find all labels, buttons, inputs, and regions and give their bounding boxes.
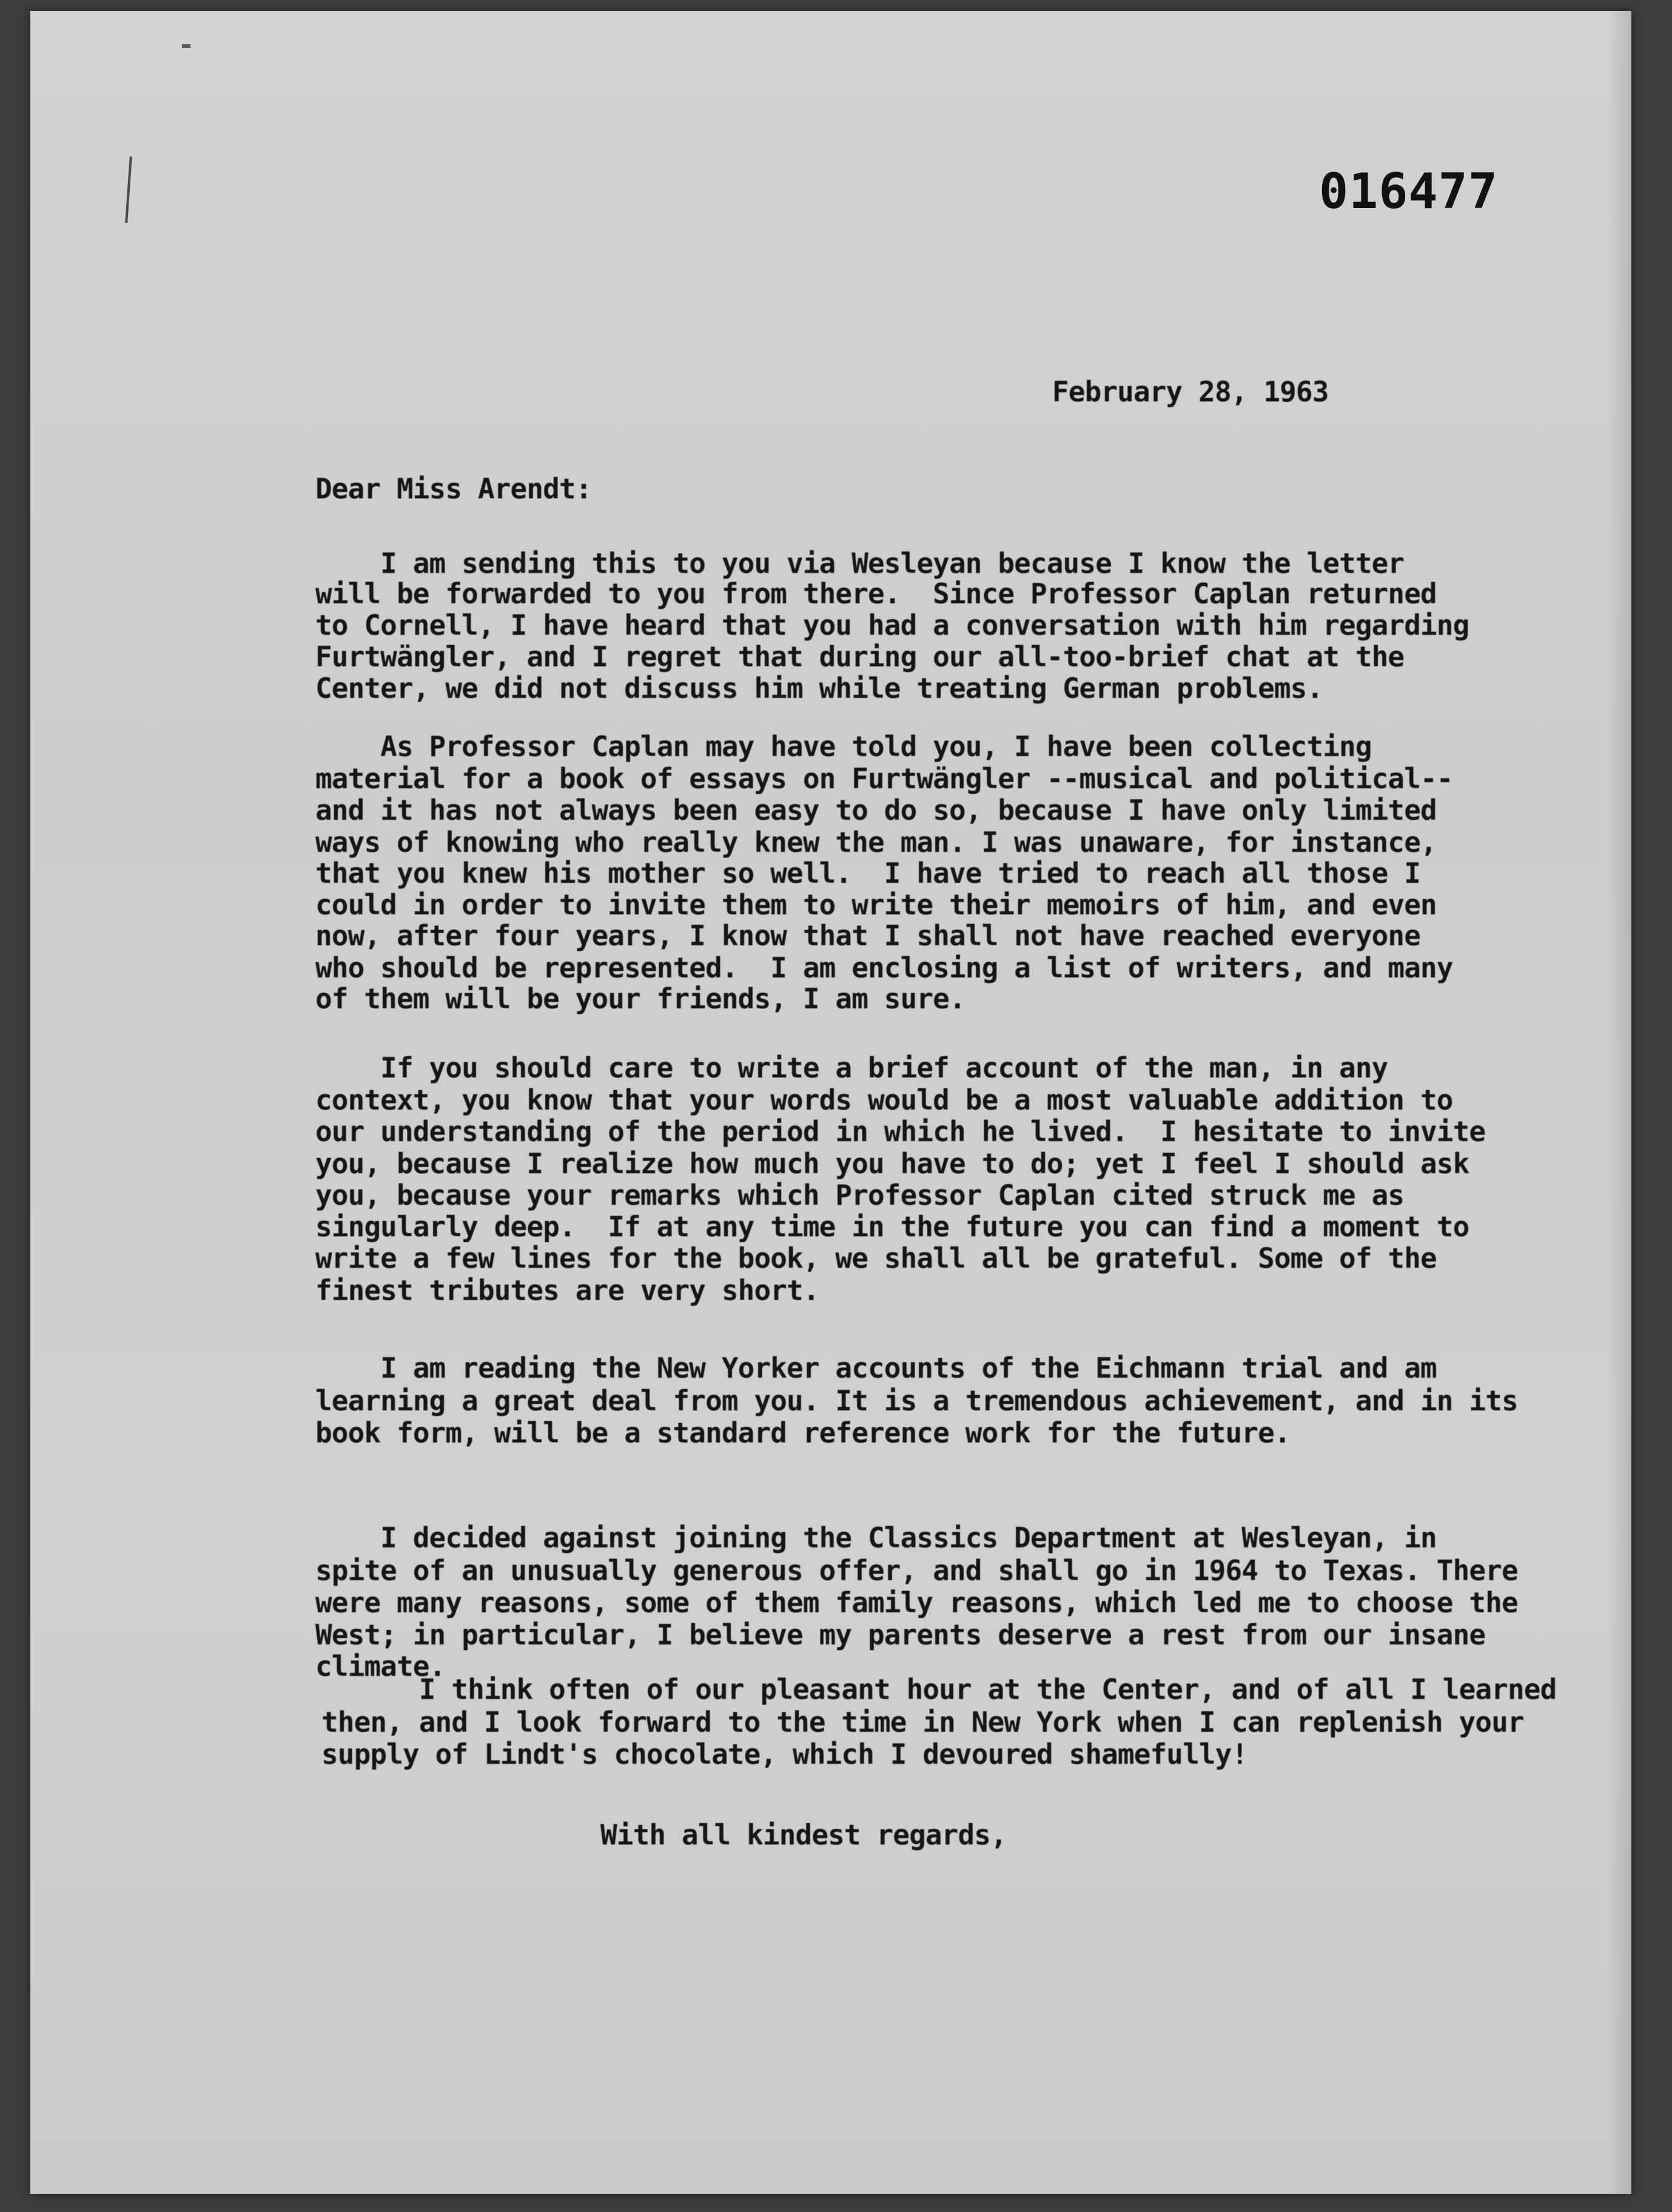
body-line: will be forwarded to you from there. Since Professor Caplan returned — [315, 577, 1437, 610]
body-line: climate. — [315, 1650, 446, 1683]
body-line: Center, we did not discuss him while treating German problems. — [315, 672, 1323, 705]
body-line: I decided against joining the Classics Department at Wesleyan, in — [315, 1521, 1437, 1554]
body-line: then, and I look forward to the time in New York when I can replenish your — [321, 1705, 1524, 1738]
salutation: Dear Miss Arendt: — [315, 472, 592, 505]
body-line: Furtwängler, and I regret that during our all-too-brief chat at the — [315, 640, 1405, 673]
body-line: West; in particular, I believe my parents deserve a rest from our insane — [315, 1618, 1486, 1651]
body-line: our understanding of the period in which he lived. I hesitate to invite — [315, 1115, 1486, 1148]
letter-date: February 28, 1963 — [1052, 375, 1329, 408]
body-line: If you should care to write a brief account of the man, in any — [315, 1051, 1388, 1084]
closing: With all kindest regards, — [600, 1818, 1007, 1851]
body-line: I am sending this to you via Wesleyan because I know the letter — [315, 547, 1405, 580]
body-line: I am reading the New Yorker accounts of the Eichmann trial and am — [315, 1352, 1437, 1384]
body-line: finest tributes are very short. — [315, 1273, 819, 1307]
body-line: you, because your remarks which Professor Caplan cited struck me as — [315, 1179, 1405, 1212]
body-line: of them will be your friends, I am sure. — [315, 982, 965, 1015]
body-line: were many reasons, some of them family reasons, which led me to choose the — [315, 1586, 1518, 1619]
body-line: could in order to invite them to write their memoirs of him, and even — [315, 888, 1437, 921]
body-line: learning a great deal from you. It is a tremendous achievement, and in its — [315, 1384, 1518, 1417]
body-line: context, you know that your words would be a most valuable addition to — [315, 1083, 1453, 1116]
body-line: spite of an unusually generous offer, and shall go in 1964 to Texas. There — [315, 1553, 1518, 1587]
body-line: that you knew his mother so well. I have tried to reach all those I — [315, 857, 1421, 890]
body-line: book form, will be a standard reference work for the future. — [315, 1416, 1291, 1449]
document-number: 016477 — [1319, 163, 1498, 220]
body-line: write a few lines for the book, we shall all be grateful. Some of the — [315, 1242, 1437, 1275]
body-line: you, because I realize how much you have to do; yet I feel I should ask — [315, 1147, 1469, 1180]
body-line: now, after four years, I know that I shall not have reached everyone — [315, 919, 1421, 952]
body-line: material for a book of essays on Furtwängler --musical and political-- — [315, 762, 1453, 795]
letter-page — [30, 11, 1631, 2194]
body-line: to Cornell, I have heard that you had a conversation with him regarding — [315, 609, 1469, 642]
body-line: who should be represented. I am enclosing a list of writers, and many — [315, 951, 1453, 984]
body-line: I think often of our pleasant hour at the Center, and of all I learned — [321, 1673, 1557, 1706]
body-line: supply of Lindt's chocolate, which I devoured shamefully! — [321, 1738, 1248, 1771]
paper-speck — [182, 44, 190, 48]
body-line: As Professor Caplan may have told you, I have been collecting — [315, 730, 1372, 763]
body-line: singularly deep. If at any time in the future you can find a moment to — [315, 1210, 1469, 1243]
pencil-mark — [125, 156, 132, 223]
body-line: and it has not always been easy to do so, because I have only limited — [315, 794, 1437, 826]
body-line: ways of knowing who really knew the man. I was unaware, for instance, — [315, 825, 1437, 859]
